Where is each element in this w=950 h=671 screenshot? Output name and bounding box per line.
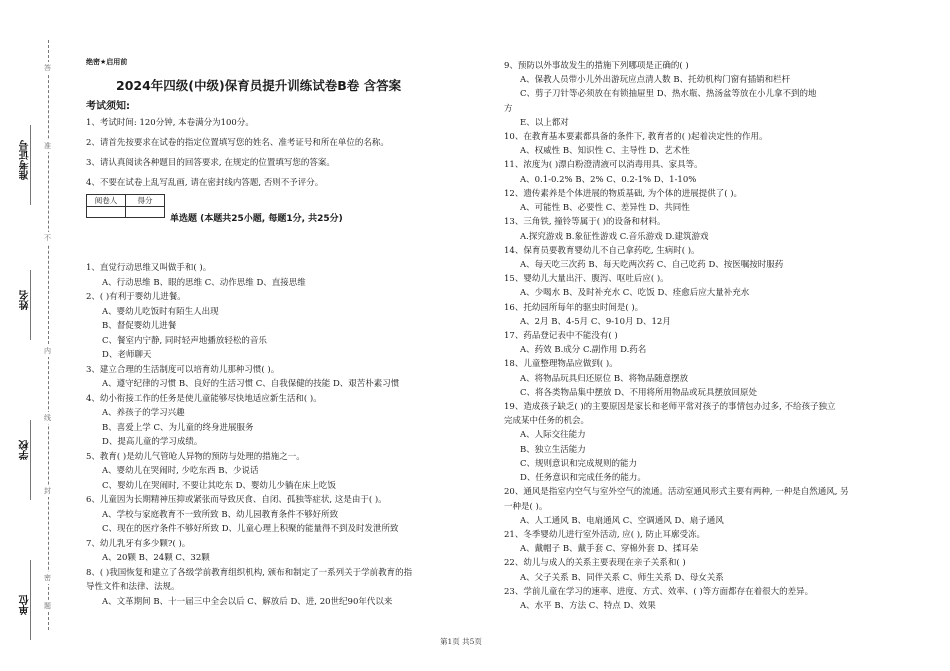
section-title: 单选题 (本题共25小题, 每题1分, 共25分) [170, 214, 343, 224]
answer-option[interactable]: A、药效 B.成分 C.副作用 D.药名 [520, 345, 647, 355]
question-stem: 7、幼儿乳牙有多少颗?( )。 [86, 539, 191, 549]
answer-option[interactable]: C、婴幼儿在哭闹时, 不要让其吃东 D、婴幼儿少躺在床上吃饭 [102, 481, 336, 491]
answer-option[interactable]: B、独立生活能力 [520, 445, 586, 455]
question-stem: 5、教育( )是幼儿气管呛人异物的预防与处理的措施之一。 [86, 452, 305, 462]
answer-option[interactable]: A、2月 B、4-5月 C、9-10月 D、12月 [520, 317, 671, 327]
school-blank[interactable] [30, 420, 31, 500]
answer-option[interactable]: A、婴幼儿在哭闹时, 少吃东西 B、少说话 [102, 466, 259, 476]
answer-option[interactable]: A、婴幼儿吃饭时有陌生人出现 [102, 307, 219, 317]
answer-option[interactable]: A、行动思维 B、眼的思维 C、动作思维 D、直接思维 [102, 278, 306, 288]
question-stem: 1、直觉行动思维又叫做手和( )。 [86, 263, 212, 273]
question-stem: 12、遗传素养是个体进展的物质基础, 为个体的进展提供了( )。 [504, 189, 743, 199]
answer-option[interactable]: C、规则意识和完成规则的能力 [520, 459, 638, 469]
answer-option[interactable]: A、文革期间 B、十一届三中全会以后 C、解放后 D、进, 20世纪90年代以来 [102, 597, 393, 607]
answer-option[interactable]: A、保教人员带小儿外出游玩应点清人数 B、托幼机构门窗有插销和栏杆 [520, 75, 791, 85]
answer-option[interactable]: C、将各类物品集中摆放 D、不用将所用物品或玩具摆放回原处 [520, 388, 758, 398]
question-stem: 2、( )有利于婴幼儿进餐。 [86, 292, 186, 302]
question-stem: 20、通风是指室内空气与室外空气的流通。活动室通风形式主要有两种, 一种是自然通风, 另 [504, 487, 849, 497]
instruction-line: 2、请首先按要求在试卷的指定位置填写您的姓名、准考证号和所在单位的名称。 [86, 138, 389, 148]
margin-mark: 准 [44, 142, 51, 150]
score-cell[interactable] [126, 207, 165, 218]
answer-option[interactable]: C、餐室内宁静, 同时轻声地播放轻松的音乐 [102, 336, 267, 346]
margin-mark: 内 [44, 347, 51, 355]
answer-option[interactable]: D、老师聊天 [102, 350, 152, 360]
answer-option[interactable]: E、以上都对 [520, 118, 569, 128]
margin-mark: 密 [44, 574, 51, 582]
question-stem: 14、保育员要教育婴幼儿不自己拿药吃, 生病时( )。 [504, 246, 700, 256]
margin-mark: 答 [44, 64, 51, 72]
score-header: 得分 [126, 195, 165, 207]
answer-option[interactable]: C、现在的医疗条件不够好所致 D、儿童心理上积聚的能量得不到及时发泄所致 [102, 524, 399, 534]
instruction-line: 4、不要在试卷上乱写乱画, 请在密封线内答题, 否则不予评分。 [86, 178, 324, 188]
exam-number-label: 准考证号 [20, 140, 31, 180]
question-stem: 21、冬季婴幼儿进行室外活动, 应( ), 防止耳廓受冻。 [504, 530, 705, 540]
question-stem: 22、幼儿与成人的关系主要表现在亲子关系和( ) [504, 558, 686, 568]
name-blank[interactable] [30, 270, 31, 340]
answer-option[interactable]: A、戴帽子 B、戴手套 C、穿棉外套 D、揉耳朵 [520, 544, 699, 554]
answer-option[interactable]: A.探究游戏 B.象征性游戏 C.音乐游戏 D.建筑游戏 [520, 232, 709, 242]
answer-option[interactable]: A、学校与家庭教育不一致所致 B、幼儿园教育条件不够好所致 [102, 510, 339, 520]
notice-title: 考试须知: [86, 101, 130, 112]
margin-mark: 封 [44, 487, 51, 495]
binding-margin [0, 0, 78, 671]
margin-mark: 不 [44, 234, 51, 242]
answer-option[interactable]: A、遵守纪律的习惯 B、良好的生活习惯 C、自我保健的技能 D、艰苦朴素习惯 [102, 379, 400, 389]
name-label: 姓名 [20, 290, 31, 310]
seal-dashed-line [48, 40, 49, 630]
exam-number-blank[interactable] [30, 125, 31, 205]
answer-option[interactable]: A、人工通风 B、电扇通风 C、空调通风 D、扇子通风 [520, 516, 724, 526]
margin-mark: 题 [44, 602, 51, 610]
answer-option[interactable]: B、喜爱上学 C、为儿童的终身进展服务 [102, 423, 254, 433]
question-stem: 10、在教育基本要素都具备的条件下, 教育者的( )起着决定性的作用。 [504, 132, 768, 142]
answer-option[interactable]: 方 [504, 104, 513, 114]
answer-option[interactable]: A、0.1-0.2% B、2% C、0.2-1% D、1-10% [520, 175, 697, 185]
answer-option[interactable]: D、提高儿童的学习成绩。 [102, 437, 203, 447]
answer-option[interactable]: A、水平 B、方法 C、特点 D、效果 [520, 601, 656, 611]
answer-option[interactable]: A、权威性 B、知识性 C、主导性 D、艺术性 [520, 146, 690, 156]
answer-option[interactable]: D、任务意识和完成任务的能力。 [520, 473, 646, 483]
answer-option[interactable]: A、可能性 B、必要性 C、差异性 D、共同性 [520, 203, 690, 213]
answer-option[interactable]: A、父子关系 B、同伴关系 C、师生关系 D、母女关系 [520, 573, 724, 583]
question-stem: 6、儿童因为长期精神压抑或紧张而导致厌食、自闭、孤独等症状, 这是由于( )。 [86, 495, 387, 505]
confidential-label: 绝密★启用前 [86, 58, 128, 66]
question-stem: 15、婴幼儿大量出汗、腹泻、呕吐后应( )。 [504, 274, 669, 284]
question-stem: 11、浓度为( )漂白粉澄清液可以消毒用具、家具等。 [504, 160, 703, 170]
reviewer-header: 阅卷人 [87, 195, 126, 207]
answer-option[interactable]: C、剪子刀针等必须放在有锁抽屉里 D、热水瓶、热汤盆等放在小儿拿不到的地 [520, 89, 817, 99]
page-title: 2024年四级(中级)保育员提升训练试卷B卷 含答案 [116, 78, 402, 93]
question-continuation: 一种是( )。 [504, 502, 548, 512]
instruction-line: 3、请认真阅读各种题目的回答要求, 在规定的位置填写您的答案。 [86, 158, 335, 168]
question-stem: 13、三角铁, 撞铃等属于( )的设备和材料。 [504, 217, 666, 227]
question-stem: 9、预防以外事故发生的措施下列哪项是正确的( ) [504, 61, 689, 71]
school-label: 学校 [20, 440, 31, 460]
question-stem: 17、药品登记表中不能没有( ) [504, 331, 618, 341]
answer-option[interactable]: A、将物品玩具归还原位 B、将物品随意摆放 [520, 374, 689, 384]
question-stem: 8、( )我国恢复和建立了各级学前教育组织机构, 颁布和制定了一系列关于学前教育的指 [86, 568, 413, 578]
page-footer: 第1页 共5页 [440, 637, 482, 646]
question-stem: 23、学前儿童在学习的速率、进度、方式、效率、( )等方面都存在着很大的差异。 [504, 587, 814, 597]
question-continuation: 导性文件和法律、法规。 [86, 582, 180, 592]
answer-option[interactable]: A、养孩子的学习兴趣 [102, 408, 185, 418]
answer-option[interactable]: A、20颗 B、24颗 C、32颗 [102, 553, 210, 563]
unit-blank[interactable] [30, 560, 31, 640]
question-continuation: 完成某中任务的机会。 [504, 416, 590, 426]
answer-option[interactable]: A、少喝水 B、及时补充水 C、吃饭 D、痊愈后应大量补充水 [520, 288, 750, 298]
unit-label: 单位 [20, 595, 31, 615]
margin-mark: 线 [44, 414, 51, 422]
score-table [86, 194, 165, 218]
answer-option[interactable]: B、督促婴幼儿进餐 [102, 321, 177, 331]
question-stem: 16、托幼园所每年的驱虫时间是( )。 [504, 303, 644, 313]
question-stem: 4、幼小衔接工作的任务是使儿童能够尽快地适应新生活和( )。 [86, 394, 322, 404]
answer-option[interactable]: A、人际交往能力 [520, 430, 586, 440]
instruction-line: 1、考试时间: 120分钟, 本卷满分为100分。 [86, 118, 254, 128]
question-stem: 3、建立合理的生活制度可以培育幼儿那种习惯( )。 [86, 365, 280, 375]
question-stem: 19、造成孩子缺乏( )的主要原因是家长和老师平常对孩子的事情包办过多, 不给孩子独立 [504, 402, 836, 412]
question-stem: 18、儿童整理物品应做到( )。 [504, 359, 618, 369]
reviewer-cell[interactable] [87, 207, 126, 218]
answer-option[interactable]: A、每天吃三次药 B、每天吃两次药 C、自己吃药 D、按医嘱按时服药 [520, 260, 784, 270]
